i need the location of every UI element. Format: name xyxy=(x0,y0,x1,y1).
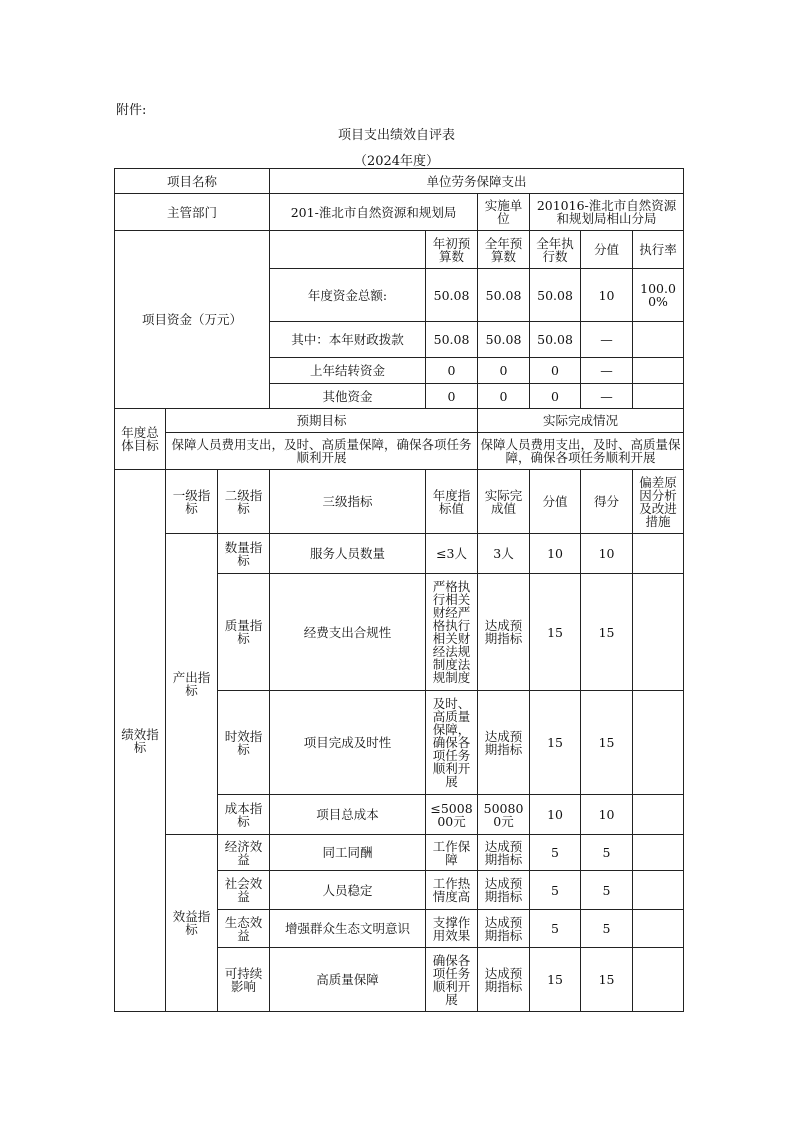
indicator-got: 10 xyxy=(581,795,633,835)
funds-cell: 50.08 xyxy=(478,322,530,358)
indicator-level3: 经费支出合规性 xyxy=(270,574,426,691)
indicator-header-cell: 分值 xyxy=(530,470,581,534)
form-year: （2024年度） xyxy=(353,154,440,169)
impl-label: 实施单位 xyxy=(478,194,530,231)
funds-cell: 50.08 xyxy=(426,269,478,322)
funds-cell xyxy=(633,358,684,384)
indicator-got: 5 xyxy=(581,910,633,948)
indicator-got: 15 xyxy=(581,691,633,795)
indicator-score: 15 xyxy=(530,691,581,795)
funds-cell: 0 xyxy=(530,358,581,384)
funds-header-blank xyxy=(270,231,426,269)
indicator-target: 确保各项任务顺利开展 xyxy=(426,948,478,1012)
indicator-level2: 时效指标 xyxy=(218,691,270,795)
indicator-target: 工作保障 xyxy=(426,835,478,871)
funds-cell xyxy=(633,384,684,409)
project-name-label: 项目名称 xyxy=(115,169,270,194)
indicator-actual: 达成预期指标 xyxy=(478,574,530,691)
indicator-note xyxy=(633,691,684,795)
indicator-level3: 项目总成本 xyxy=(270,795,426,835)
indicator-level2: 可持续影响 xyxy=(218,948,270,1012)
indicator-note xyxy=(633,871,684,910)
indicator-note xyxy=(633,534,684,574)
funds-cell: 50.08 xyxy=(478,269,530,322)
indicator-score: 5 xyxy=(530,835,581,871)
indicator-header-cell: 得分 xyxy=(581,470,633,534)
indicator-got: 5 xyxy=(581,871,633,910)
indicators-label: 绩效指标 xyxy=(115,470,166,1012)
funds-header-cell: 年初预算数 xyxy=(426,231,478,269)
goals-header-row xyxy=(115,409,684,433)
form-title: 项目支出绩效自评表 xyxy=(337,128,455,143)
indicator-score: 5 xyxy=(530,910,581,948)
funds-row-name: 其他资金 xyxy=(270,384,426,409)
funds-cell: — xyxy=(581,358,633,384)
indicator-level3: 人员稳定 xyxy=(270,871,426,910)
indicator-level3: 高质量保障 xyxy=(270,948,426,1012)
indicator-level1: 产出指标 xyxy=(166,534,218,835)
indicator-level2: 生态效益 xyxy=(218,910,270,948)
indicator-level3: 服务人员数量 xyxy=(270,534,426,574)
indicator-actual: 达成预期指标 xyxy=(478,871,530,910)
indicator-got: 5 xyxy=(581,835,633,871)
indicator-target: ≤500800元 xyxy=(426,795,478,835)
funds-cell: — xyxy=(581,322,633,358)
indicator-row xyxy=(115,835,684,871)
indicator-note xyxy=(633,910,684,948)
indicator-header-cell: 年度指标值 xyxy=(426,470,478,534)
indicator-note xyxy=(633,835,684,871)
indicator-score: 10 xyxy=(530,534,581,574)
funds-cell: 50.08 xyxy=(530,269,581,322)
funds-header-cell: 全年预算数 xyxy=(478,231,530,269)
project-name-row xyxy=(115,169,684,194)
funds-cell: — xyxy=(581,384,633,409)
indicator-header-cell: 一级指标 xyxy=(166,470,218,534)
indicator-score: 5 xyxy=(530,871,581,910)
indicator-actual: 达成预期指标 xyxy=(478,835,530,871)
funds-cell: 0 xyxy=(478,384,530,409)
indicator-actual: 500800元 xyxy=(478,795,530,835)
project-name-value: 单位劳务保障支出 xyxy=(270,169,684,194)
indicator-got: 15 xyxy=(581,948,633,1012)
funds-cell: 0 xyxy=(478,358,530,384)
dept-label: 主管部门 xyxy=(115,194,270,231)
department-row xyxy=(115,194,684,231)
attachment-label: 附件: xyxy=(116,103,147,118)
actual-completion-text: 保障人员费用支出，及时、高质量保障，确保各项任务顺利开展 xyxy=(478,433,684,470)
indicator-target: 工作热情度高 xyxy=(426,871,478,910)
indicator-level1: 效益指标 xyxy=(166,835,218,1012)
indicator-row xyxy=(115,534,684,574)
funds-header-cell: 分值 xyxy=(581,231,633,269)
indicator-level3: 同工同酬 xyxy=(270,835,426,871)
indicator-level2: 社会效益 xyxy=(218,871,270,910)
indicators-header-row xyxy=(115,470,684,534)
indicator-level3: 项目完成及时性 xyxy=(270,691,426,795)
funds-row-name: 上年结转资金 xyxy=(270,358,426,384)
funds-cell: 0 xyxy=(530,384,581,409)
indicator-level2: 经济效益 xyxy=(218,835,270,871)
funds-cell xyxy=(633,322,684,358)
indicator-target: 支撑作用效果 xyxy=(426,910,478,948)
indicator-target: ≤3人 xyxy=(426,534,478,574)
indicator-level2: 成本指标 xyxy=(218,795,270,835)
dept-value: 201-淮北市自然资源和规划局 xyxy=(270,194,478,231)
funds-row-name: 年度资金总额: xyxy=(270,269,426,322)
funds-header-cell: 全年执行数 xyxy=(530,231,581,269)
funds-cell: 0 xyxy=(426,358,478,384)
indicator-note xyxy=(633,574,684,691)
indicator-score: 15 xyxy=(530,574,581,691)
funds-header-cell: 执行率 xyxy=(633,231,684,269)
indicator-header-cell: 实际完成值 xyxy=(478,470,530,534)
expected-goal-text: 保障人员费用支出，及时、高质量保障，确保各项任务顺利开展 xyxy=(166,433,478,470)
indicator-level3: 增强群众生态文明意识 xyxy=(270,910,426,948)
indicator-header-cell: 偏差原因分析及改进措施 xyxy=(633,470,684,534)
indicator-actual: 达成预期指标 xyxy=(478,910,530,948)
indicator-actual: 达成预期指标 xyxy=(478,691,530,795)
indicator-level2: 质量指标 xyxy=(218,574,270,691)
indicator-target: 严格执行相关财经严格执行相关财经法规制度法规制度 xyxy=(426,574,478,691)
funds-cell: 50.08 xyxy=(426,322,478,358)
expected-goal-label: 预期目标 xyxy=(166,409,478,433)
impl-value: 201016-淮北市自然资源和规划局相山分局 xyxy=(530,194,684,231)
indicator-actual: 3人 xyxy=(478,534,530,574)
indicator-actual: 达成预期指标 xyxy=(478,948,530,1012)
actual-completion-label: 实际完成情况 xyxy=(478,409,684,433)
indicator-target: 及时、高质量保障，确保各项任务顺利开展 xyxy=(426,691,478,795)
goals-content-row xyxy=(115,433,684,470)
goals-label: 年度总体目标 xyxy=(115,409,166,470)
funds-cell: 50.08 xyxy=(530,322,581,358)
indicator-note xyxy=(633,948,684,1012)
funds-cell: 0 xyxy=(426,384,478,409)
indicator-note xyxy=(633,795,684,835)
funds-label: 项目资金（万元） xyxy=(115,231,270,409)
indicator-header-cell: 二级指标 xyxy=(218,470,270,534)
funds-cell: 100.00% xyxy=(633,269,684,322)
indicator-score: 10 xyxy=(530,795,581,835)
indicator-got: 15 xyxy=(581,574,633,691)
funds-cell: 10 xyxy=(581,269,633,322)
indicator-header-cell: 三级指标 xyxy=(270,470,426,534)
indicator-score: 15 xyxy=(530,948,581,1012)
funds-row-name: 其中：本年财政拨款 xyxy=(270,322,426,358)
indicator-level2: 数量指标 xyxy=(218,534,270,574)
indicator-got: 10 xyxy=(581,534,633,574)
funds-header-row xyxy=(115,231,684,269)
evaluation-table xyxy=(114,168,684,1012)
